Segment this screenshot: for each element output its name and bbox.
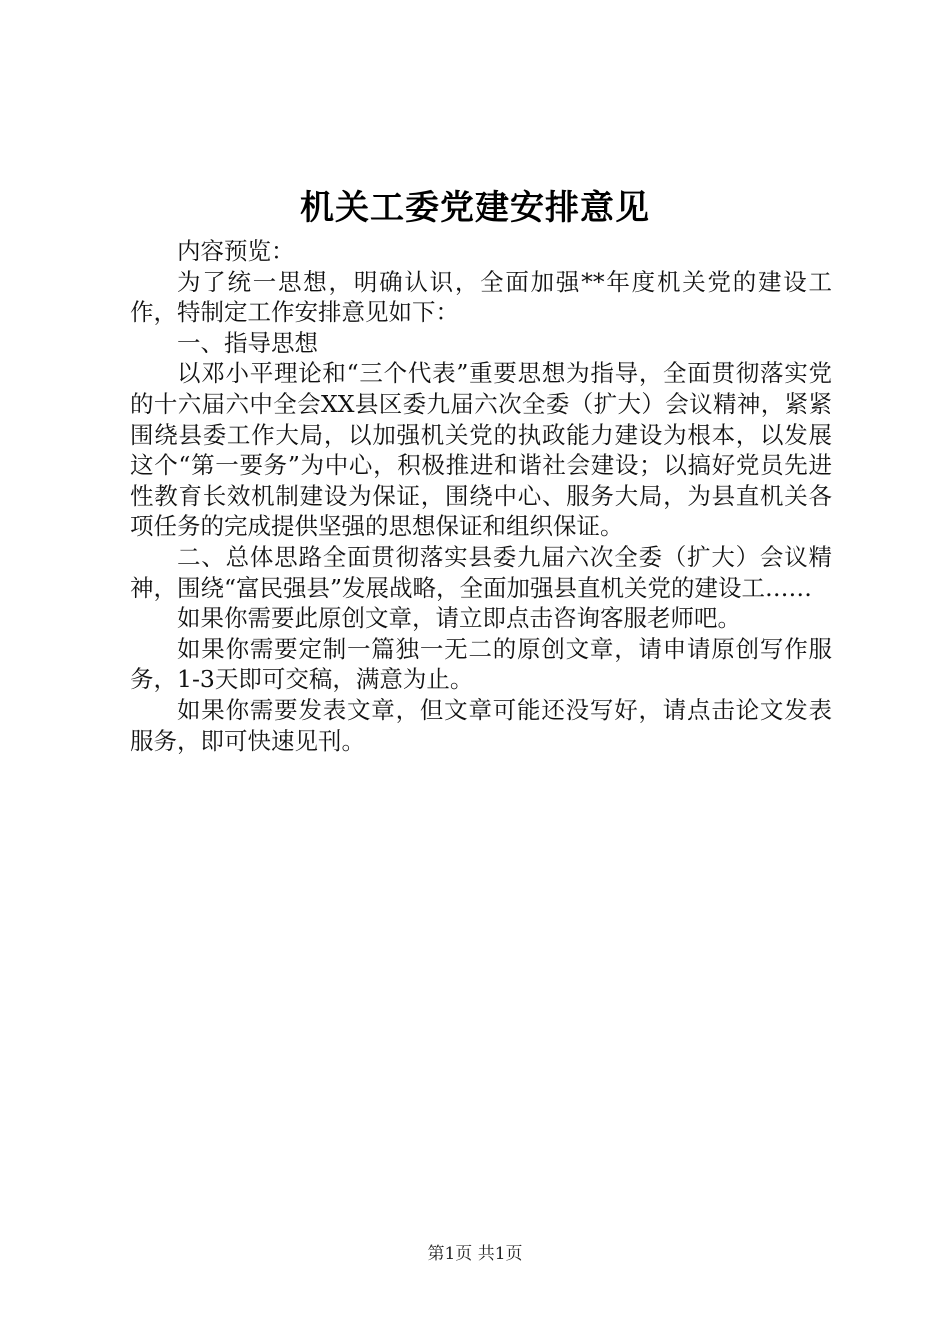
guiding-thought-paragraph: 以邓小平理论和“三个代表”重要思想为指导，全面贯彻落实党的十六届六中全会XX县区委九届六次全委（扩大）会议精神，紧紧围绕县委工作大局，以加强机关党的执政能力建设为根本，以发展这个“第一要务”为中心，积极推进和谐社会建设；以搞好党员先进性教育长效机制建设为保证，围绕中心、服务大局，为县直机关各项任务的完成提供坚强的思想保证和组织保证。 bbox=[130, 359, 832, 541]
promo-line-publishing: 如果你需要发表文章，但文章可能还没写好，请点击论文发表服务，即可快速见刊。 bbox=[130, 695, 832, 755]
section-heading-guiding-thought: 一、指导思想 bbox=[177, 328, 318, 357]
intro-paragraph: 为了统一思想，明确认识，全面加强**年度机关党的建设工作，特制定工作安排意见如下： bbox=[130, 267, 832, 327]
promo-line-consult: 如果你需要此原创文章，请立即点击咨询客服老师吧。 bbox=[177, 604, 741, 633]
document-title: 机关工委党建安排意见 bbox=[300, 188, 650, 228]
overall-approach-paragraph: 二、总体思路全面贯彻落实县委九届六次全委（扩大）会议精神，围绕“富民强县”发展战略，全面加强县直机关党的建设工…… bbox=[130, 542, 832, 602]
promo-line-custom-writing: 如果你需要定制一篇独一无二的原创文章，请申请原创写作服务，1-3天即可交稿，满意为止。 bbox=[130, 634, 832, 694]
page-number-footer: 第1页 共1页 bbox=[427, 1244, 523, 1264]
document-body bbox=[130, 236, 832, 756]
preview-label: 内容预览： bbox=[177, 237, 295, 265]
